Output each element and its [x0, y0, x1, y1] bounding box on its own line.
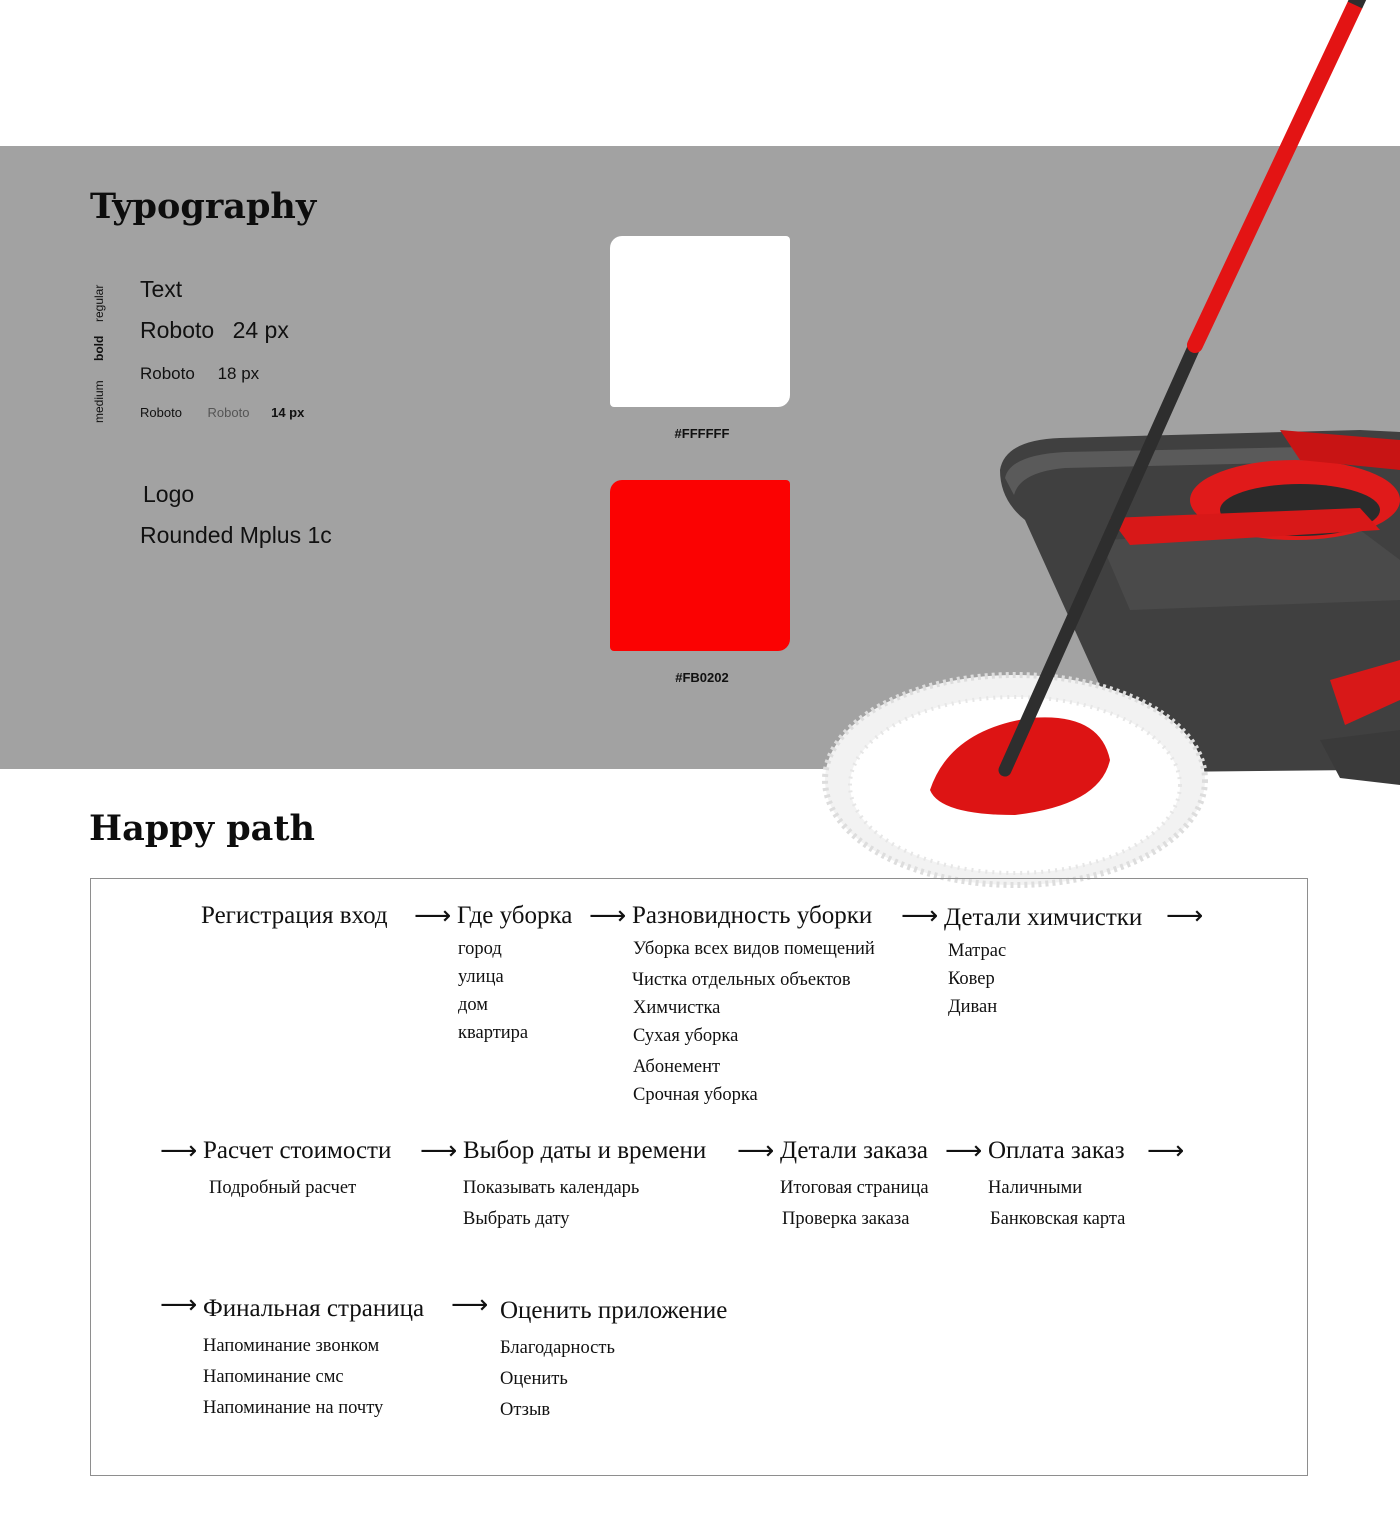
step-cleaning-type: Разновидность уборки — [632, 902, 873, 929]
step-item: Показывать календарь — [463, 1178, 640, 1198]
weight-label-bold: bold — [92, 335, 106, 361]
mop-handle-cap — [1355, 0, 1362, 5]
arrow-icon: ⟶ — [160, 1290, 198, 1320]
step-item: Ковер — [948, 969, 995, 989]
roboto-14-sample — [140, 405, 304, 420]
arrow-icon: ⟶ — [737, 1136, 775, 1166]
mop-bucket-illustration — [800, 0, 1400, 900]
arrow-icon: ⟶ — [1166, 901, 1204, 931]
step-item: Оценить — [500, 1369, 568, 1389]
arrow-icon: ⟶ — [945, 1136, 983, 1166]
arrow-icon: ⟶ — [451, 1290, 489, 1320]
step-item: Напоминание смс — [203, 1367, 344, 1387]
arrow-icon: ⟶ — [589, 901, 627, 931]
step-item: Банковская карта — [990, 1209, 1126, 1229]
logo-label: Logo — [143, 481, 195, 507]
step-item: Уборка всех видов помещений — [633, 939, 875, 959]
roboto-14-font-regular: Roboto — [207, 405, 250, 420]
step-item: Химчистка — [633, 998, 721, 1018]
weight-label-medium: medium — [92, 380, 106, 423]
step-item: Напоминание звонком — [203, 1336, 380, 1356]
text-label: Text — [140, 276, 183, 302]
arrow-icon: ⟶ — [160, 1136, 198, 1166]
color-hex-red: #FB0202 — [675, 670, 729, 685]
roboto-18-size: 18 px — [217, 364, 260, 383]
roboto-24-sample — [140, 317, 289, 344]
happy-path-title: Happy path — [89, 808, 315, 849]
arrow-icon: ⟶ — [420, 1136, 458, 1166]
roboto-24-font: Roboto — [140, 317, 215, 343]
step-item: Благодарность — [500, 1338, 615, 1358]
weight-label-regular: regular — [92, 284, 106, 322]
step-item: Сухая уборка — [633, 1026, 739, 1046]
step-dry-cleaning-details: Детали химчистки — [944, 904, 1143, 931]
step-item: Итоговая страница — [780, 1178, 929, 1198]
step-item: Матрас — [948, 941, 1007, 961]
step-date-time: Выбор даты и времени — [463, 1137, 707, 1164]
logo-font-name: Rounded Mplus 1c — [140, 522, 332, 548]
arrow-icon: ⟶ — [901, 901, 939, 931]
step-item: Отзыв — [500, 1400, 551, 1420]
roboto-18-sample — [140, 364, 259, 384]
step-item: Напоминание на почту — [203, 1398, 384, 1418]
step-rate-app: Оценить приложение — [500, 1297, 728, 1324]
arrow-icon: ⟶ — [414, 901, 452, 931]
color-hex-white: #FFFFFF — [674, 426, 730, 441]
step-item: квартира — [458, 1023, 529, 1043]
step-order-details: Детали заказа — [780, 1137, 928, 1164]
roboto-14-font-bold: Roboto — [140, 405, 182, 420]
step-item: Чистка отдельных объектов — [632, 970, 851, 990]
roboto-24-size: 24 px — [232, 317, 289, 343]
step-final-page: Финальная страница — [203, 1295, 425, 1322]
step-item: Срочная уборка — [633, 1085, 758, 1105]
color-swatch-red — [610, 480, 790, 651]
step-item: Подробный расчет — [209, 1178, 357, 1198]
color-swatch-white — [610, 236, 790, 407]
step-item: город — [458, 939, 502, 959]
step-location: Где уборка — [457, 902, 573, 929]
step-item: Проверка заказа — [782, 1209, 910, 1229]
step-item: Абонемент — [633, 1057, 721, 1077]
step-registration: Регистрация вход — [201, 902, 388, 929]
roboto-18-font: Roboto — [140, 364, 195, 383]
roboto-14-size: 14 px — [271, 405, 305, 420]
arrow-icon: ⟶ — [1147, 1136, 1185, 1166]
step-payment: Оплата заказ — [988, 1137, 1125, 1164]
step-cost-calculation: Расчет стоимости — [203, 1137, 392, 1164]
step-item: Выбрать дату — [463, 1209, 570, 1229]
step-item: улица — [458, 967, 504, 987]
step-item: Наличными — [988, 1178, 1083, 1198]
mop-handle-upper — [1195, 5, 1355, 345]
step-item: Диван — [948, 997, 998, 1017]
typography-title: Typography — [90, 186, 317, 227]
step-item: дом — [458, 995, 489, 1015]
